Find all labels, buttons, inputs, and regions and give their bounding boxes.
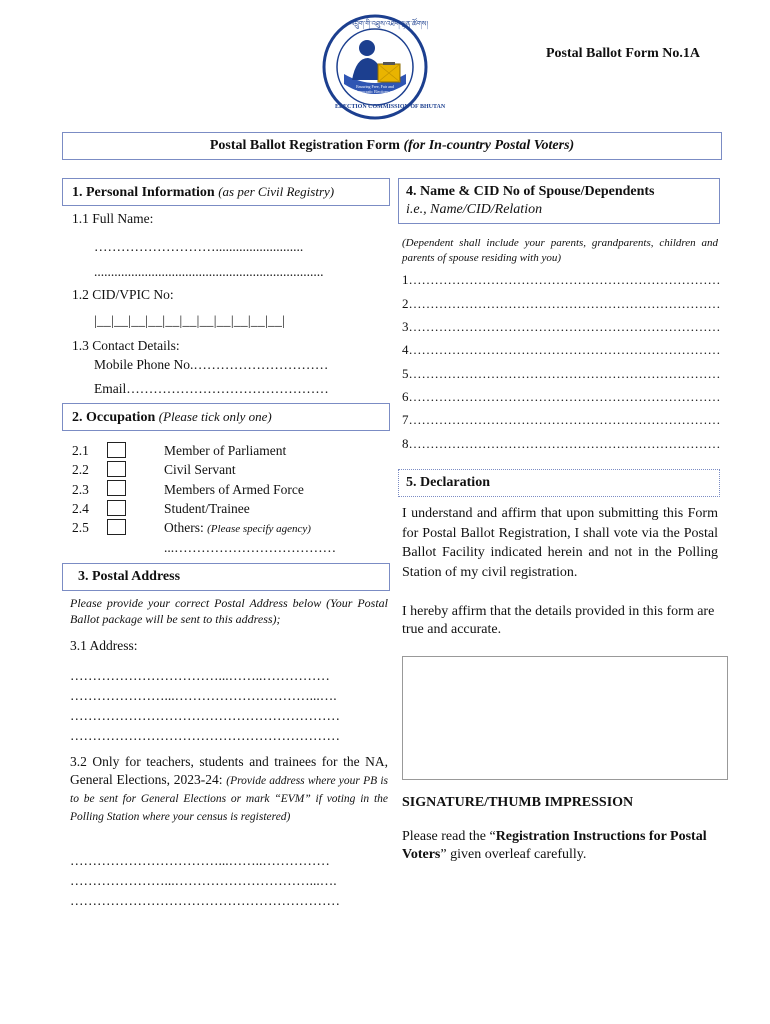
signature-box[interactable] [402, 656, 728, 780]
dependents-note: (Dependent shall include your parents, grandparents, children and parents of spouse residing with you) [402, 237, 718, 264]
teachers-line-1[interactable]: ……………………………...……..…………… [70, 853, 330, 868]
seal-text-bottom: ELECTION COMMISSION OF BHUTAN [335, 104, 446, 110]
section1-title: 1. Personal Information [72, 185, 215, 200]
full-name-label: 1.1 Full Name: [72, 211, 154, 226]
section1-heading [72, 184, 334, 201]
full-name-line-1[interactable]: ……………………….......................... [94, 239, 304, 254]
postal-address-intro: Please provide your correct Postal Address below (Your Postal Ballot package will be sent to this address); [70, 596, 388, 626]
signature-label: SIGNATURE/THUMB IMPRESSION [402, 795, 634, 810]
dependent-line-5[interactable]: 5……………………………………………………………… [402, 366, 721, 381]
occupation-checkbox-3[interactable] [107, 480, 126, 496]
teachers-line-3[interactable]: …………………………………………………… [70, 893, 340, 908]
occupation-checkbox-5[interactable] [107, 519, 126, 535]
occupation-checkbox-1[interactable] [107, 442, 126, 458]
occupation-checkbox-4[interactable] [107, 500, 126, 516]
occupation-label-1: Member of Parliament [164, 443, 287, 458]
dependent-line-2[interactable]: 2……………………………………………………………… [402, 296, 721, 311]
section4-title: 4. Name & CID No of Spouse/Dependents [406, 184, 655, 199]
section2-title: 2. Occupation [72, 410, 156, 425]
dependent-line-1[interactable]: 1……………………………………………………………… [402, 272, 721, 287]
address-line-3[interactable]: …………………………………………………… [70, 708, 340, 723]
others-label: Others: [164, 520, 204, 535]
section2-heading [72, 409, 272, 426]
read-post: ” given overleaf carefully. [440, 847, 587, 862]
form-number: Postal Ballot Form No.1A [546, 46, 700, 61]
section5-title: 5. Declaration [406, 475, 490, 490]
declaration-para-1: I understand and affirm that upon submitting this Form for Postal Ballot Registration, I shall vote via the Postal Ballot Facility indicated herein and not in the Polling Station of my civil registration. [402, 506, 718, 580]
occupation-num-3: 2.3 [72, 482, 89, 497]
occupation-label-2: Civil Servant [164, 462, 236, 477]
section1-note: (as per Civil Registry) [218, 184, 335, 199]
teachers-text: 3.2 Only for teachers, students and trainees for the NA, General Elections, 2023-24: [70, 754, 388, 787]
dependent-line-8[interactable]: 8……………………………………………………………… [402, 436, 721, 451]
occupation-label-3: Members of Armed Force [164, 482, 304, 497]
address-line-2[interactable]: …………………...…………………………...…. [70, 688, 337, 703]
mobile-field[interactable]: Mobile Phone No.………………………… [94, 357, 329, 372]
cid-boxes[interactable]: |__|__|__|__|__|__|__|__|__|__|__| [94, 313, 286, 328]
seal-text-top: འབྲུག་གི་འཐུས་འཐག་ལྷན་ཚོགས། [350, 20, 429, 28]
address-line-4[interactable]: …………………………………………………… [70, 728, 340, 743]
cid-label: 1.2 CID/VPIC No: [72, 287, 174, 302]
dependent-line-3[interactable]: 3……………………………………………………………… [402, 319, 721, 334]
contact-label: 1.3 Contact Details: [72, 338, 180, 353]
teachers-section [70, 753, 388, 825]
occupation-checkbox-2[interactable] [107, 461, 126, 477]
section3-title: 3. Postal Address [78, 569, 181, 584]
occupation-num-4: 2.4 [72, 501, 89, 516]
occupation-num-1: 2.1 [72, 443, 89, 458]
seal-tagline: Ensuring Free, Fair and Democratic Elections and Referendums [354, 84, 396, 99]
read-bold: Registration Instructions for Postal Voters [402, 829, 707, 862]
title-main: Postal Ballot Registration Form [209, 138, 400, 153]
dependent-line-4[interactable]: 4……………………………………………………………… [402, 342, 721, 357]
declaration-para-2: I hereby affirm that the details provided in this form are true and accurate. [402, 604, 715, 637]
others-note: (Please specify agency) [207, 523, 311, 535]
section4-sub: i.e., Name/CID/Relation [406, 202, 543, 217]
occupation-num-2: 2.2 [72, 462, 89, 477]
form-title [62, 138, 722, 154]
title-sub: (for In-country Postal Voters) [403, 138, 575, 153]
occupation-num-5: 2.5 [72, 520, 89, 535]
dependent-line-7[interactable]: 7……………………………………………………………… [402, 412, 721, 427]
email-field[interactable]: Email……………………………………… [94, 381, 329, 396]
others-line[interactable]: ...……………………………… [164, 540, 337, 555]
read-instructions [402, 828, 720, 864]
teachers-line-2[interactable]: …………………...…………………………...…. [70, 873, 337, 888]
occupation-label-4: Student/Trainee [164, 501, 250, 516]
teachers-note: (Provide address where your PB is to be sent for General Elections or mark “EVM” if voting in the Polling Station where your census is registered) [70, 775, 389, 823]
occupation-label-5 [164, 520, 311, 536]
read-pre: Please read the “ [402, 829, 496, 844]
address-label: 3.1 Address: [70, 638, 138, 653]
full-name-line-2[interactable]: .................................................................... [94, 264, 324, 279]
dependent-line-6[interactable]: 6……………………………………………………………… [402, 389, 721, 404]
address-line-1[interactable]: ……………………………...……..…………… [70, 668, 330, 683]
section2-note: (Please tick only one) [158, 409, 272, 424]
